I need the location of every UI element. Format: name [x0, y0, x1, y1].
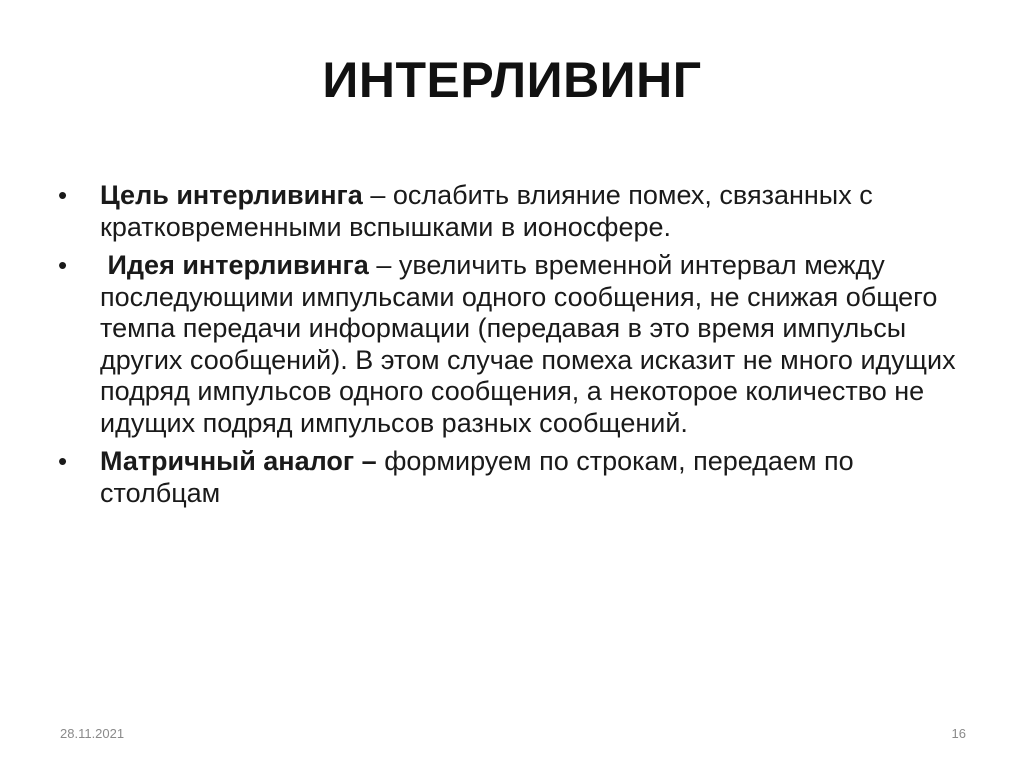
- bullet-term: Цель интерливинга: [100, 180, 363, 210]
- bullet-item-goal: [58, 180, 958, 243]
- bullet-term: Идея интерливинга: [100, 250, 369, 280]
- bullet-icon: •: [58, 250, 68, 280]
- slide-title: ИНТЕРЛИВИНГ: [322, 52, 702, 108]
- bullet-icon: •: [58, 180, 68, 210]
- bullet-text: – ослабить влияние помех, связанных с кратковременными вспышками в ионосфере.: [100, 180, 873, 242]
- footer-date: 28.11.2021: [60, 726, 125, 741]
- bullet-text: формируем по строкам, передаем по столбцам: [100, 446, 854, 508]
- bullet-list: [58, 180, 958, 516]
- page-number: 16: [951, 726, 966, 741]
- bullet-item-idea: [58, 250, 958, 439]
- bullet-icon: •: [58, 446, 68, 476]
- bullet-text: – увеличить временной интервал между последующими импульсами одного сообщения, не снижая общего темпа передачи информации (передавая в это время импульсы других сообщений). В этом случае помеха исказит не много идущих подряд импульсов одного сообщения, а некоторое количество не идущих подряд импульсов разных сообщений.: [100, 250, 956, 438]
- bullet-term: Матричный аналог –: [100, 446, 377, 476]
- bullet-item-matrix: [58, 446, 958, 509]
